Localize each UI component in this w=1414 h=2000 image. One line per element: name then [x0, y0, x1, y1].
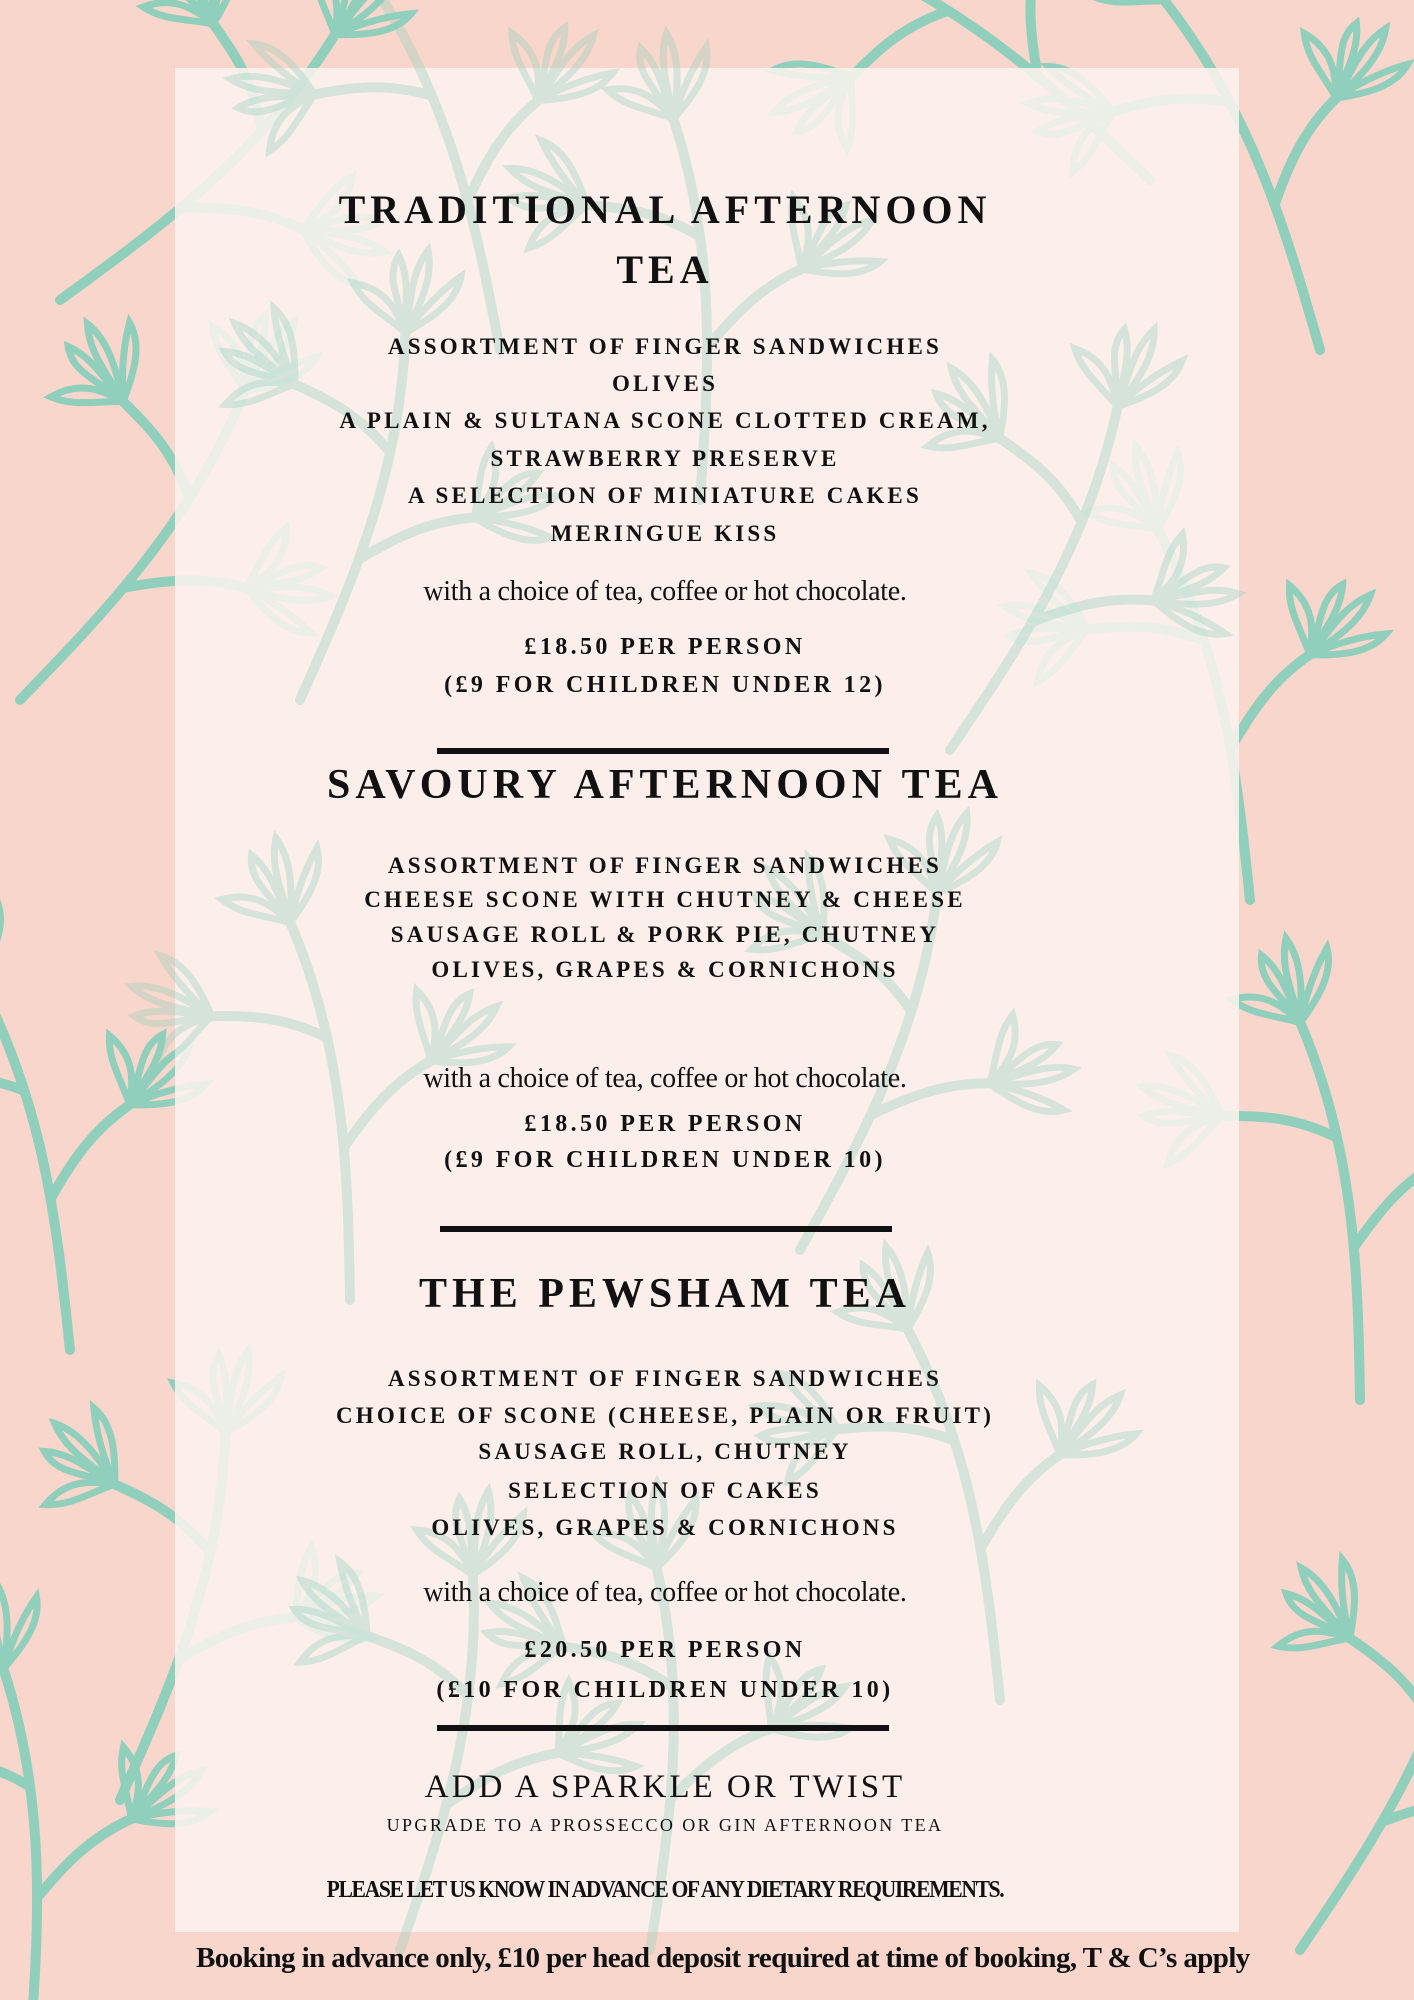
- drinks-note: with a choice of tea, coffee or hot chocolate.: [423, 1577, 907, 1608]
- menu-item: OLIVES, GRAPES & CORNICHONS: [431, 957, 899, 982]
- menu-item: SELECTION OF CAKES: [508, 1478, 822, 1503]
- price: £20.50 PER PERSON: [524, 1637, 806, 1663]
- menu-item: MERINGUE KISS: [550, 521, 780, 546]
- price: £18.50 PER PERSON: [524, 1111, 806, 1137]
- divider: [440, 1226, 892, 1232]
- price: £18.50 PER PERSON: [524, 634, 806, 660]
- drinks-note: with a choice of tea, coffee or hot chocolate.: [423, 576, 907, 607]
- dietary-notice: PLEASE LET US KNOW IN ADVANCE OF ANY DIETARY REQUIREMENTS.: [326, 1877, 1004, 1903]
- child-price: (£9 FOR CHILDREN UNDER 12): [444, 672, 886, 698]
- menu-item: ASSORTMENT OF FINGER SANDWICHES: [387, 1366, 942, 1391]
- menu-item: OLIVES, GRAPES & CORNICHONS: [431, 1515, 899, 1540]
- menu-item: ASSORTMENT OF FINGER SANDWICHES: [387, 334, 942, 359]
- menu-item: OLIVES: [611, 371, 719, 396]
- section-title: TRADITIONAL AFTERNOON: [338, 187, 992, 232]
- menu-item: STRAWBERRY PRESERVE: [490, 446, 840, 471]
- child-price: (£9 FOR CHILDREN UNDER 10): [444, 1147, 886, 1173]
- upgrade-heading: ADD A SPARKLE OR TWIST: [424, 1769, 906, 1805]
- child-price: (£10 FOR CHILDREN UNDER 10): [436, 1677, 894, 1703]
- section-title: TEA: [616, 247, 714, 292]
- section-title: SAVOURY AFTERNOON TEA: [326, 762, 1004, 808]
- drinks-note: with a choice of tea, coffee or hot chocolate.: [423, 1063, 907, 1094]
- menu-item: SAUSAGE ROLL & PORK PIE, CHUTNEY: [390, 922, 940, 947]
- menu-item: CHEESE SCONE WITH CHUTNEY & CHEESE: [364, 887, 966, 912]
- booking-notice: Booking in advance only, £10 per head deposit required at time of booking, T & C’s apply: [196, 1942, 1250, 1974]
- section-title: THE PEWSHAM TEA: [419, 1271, 911, 1317]
- menu-item: ASSORTMENT OF FINGER SANDWICHES: [387, 853, 942, 878]
- menu-item: CHOICE OF SCONE (CHEESE, PLAIN OR FRUIT): [335, 1403, 995, 1428]
- menu-item: A PLAIN & SULTANA SCONE CLOTTED CREAM,: [339, 408, 991, 433]
- upgrade-subheading: UPGRADE TO A PROSSECCO OR GIN AFTERNOON TEA: [386, 1815, 944, 1835]
- divider: [437, 1725, 889, 1731]
- divider: [437, 748, 889, 754]
- menu-item: A SELECTION OF MINIATURE CAKES: [408, 483, 922, 508]
- menu-item: SAUSAGE ROLL, CHUTNEY: [478, 1439, 852, 1464]
